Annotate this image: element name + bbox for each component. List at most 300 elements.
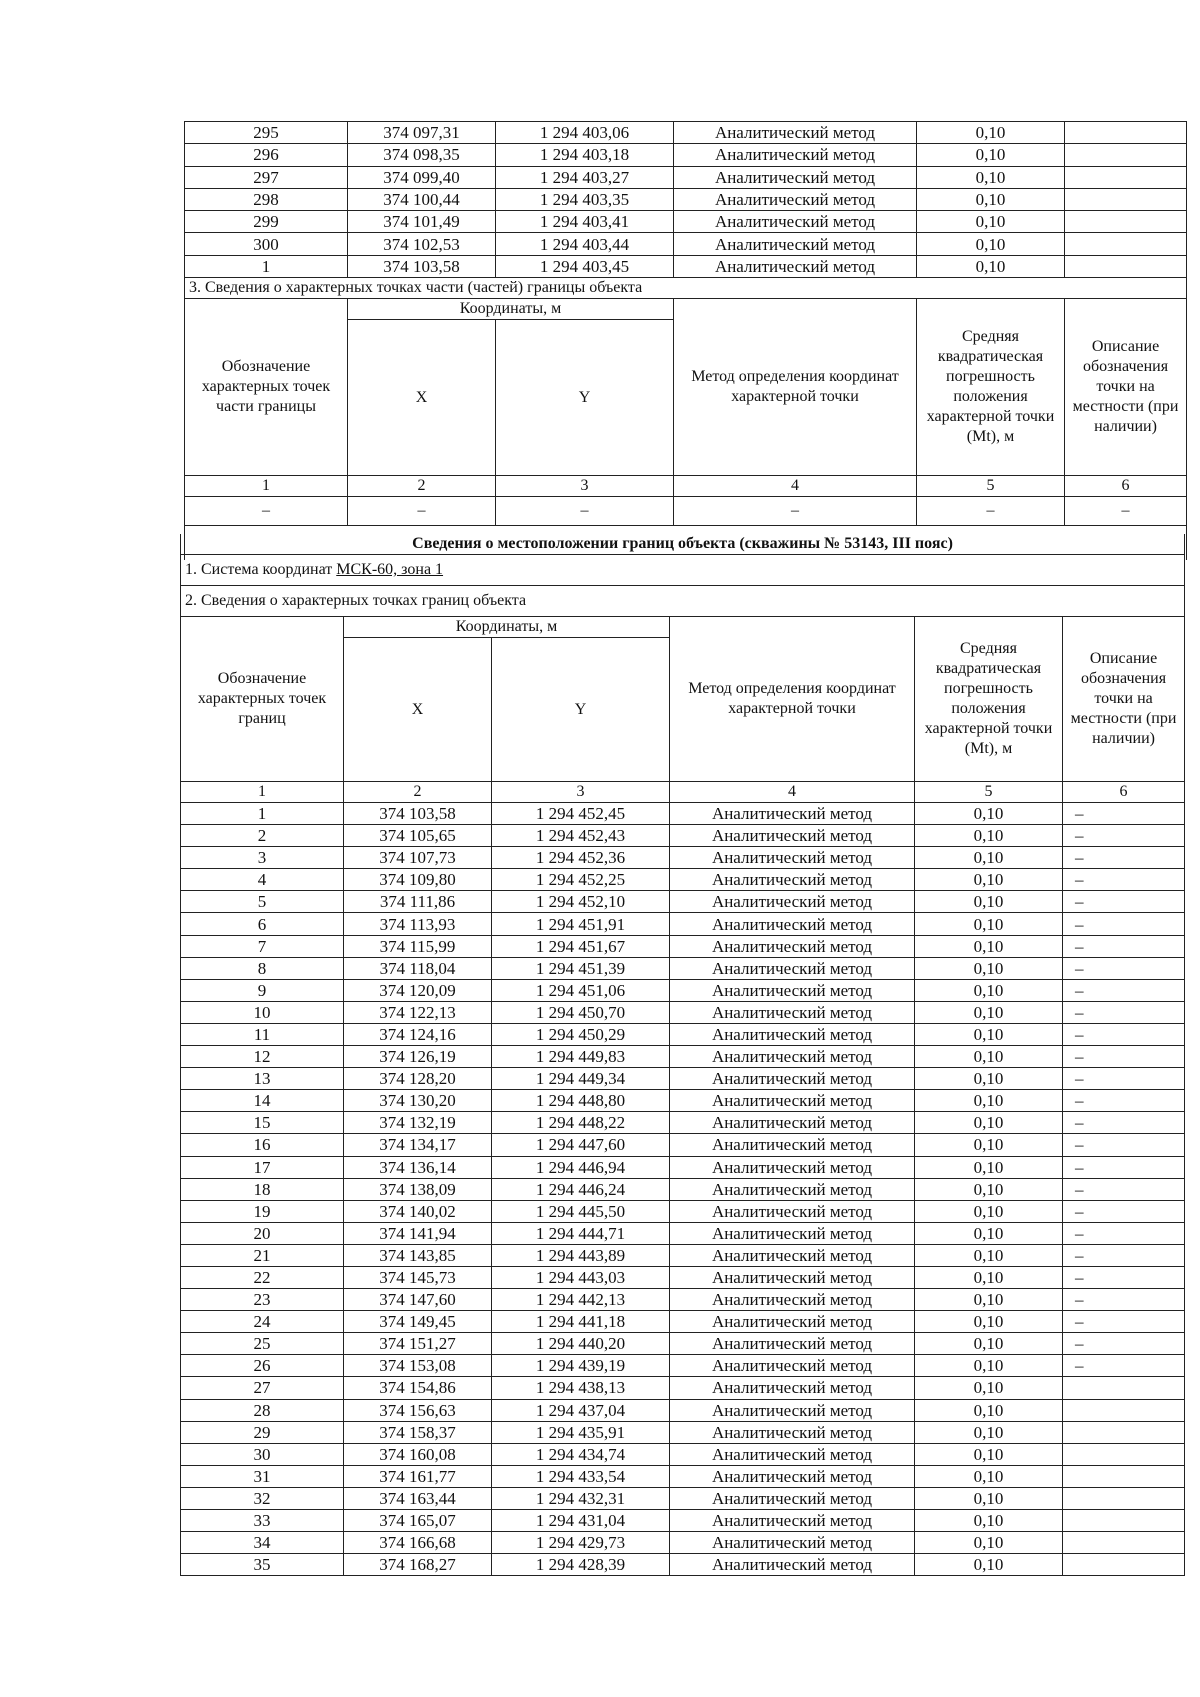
coord-x-cell: 2 [344, 782, 492, 803]
coord-x-cell: 374 099,40 [348, 166, 496, 188]
description-cell [1063, 1554, 1185, 1576]
description-cell: – [1063, 1112, 1185, 1134]
method-cell: Аналитический метод [670, 1554, 915, 1576]
method-cell: Аналитический метод [670, 1046, 915, 1068]
description-cell: – [1063, 1134, 1185, 1156]
point-number-cell: 20 [181, 1222, 344, 1244]
description-cell [1063, 1421, 1185, 1443]
coord-y-cell: 1 294 452,10 [492, 891, 670, 913]
description-cell: – [1063, 1244, 1185, 1266]
coord-x-cell: 374 136,14 [344, 1156, 492, 1178]
method-cell: 4 [670, 782, 915, 803]
coord-x-cell: 374 130,20 [344, 1090, 492, 1112]
method-cell: Аналитический метод [674, 188, 917, 210]
error-cell: 0,10 [915, 1532, 1063, 1554]
table-row [181, 1532, 1185, 1554]
method-cell: Аналитический метод [670, 979, 915, 1001]
table-row [181, 1399, 1185, 1421]
error-cell: 0,10 [915, 1377, 1063, 1399]
section2-title: 2. Сведения о характерных точках границ объекта [181, 586, 1185, 617]
error-cell: 0,10 [917, 211, 1065, 233]
coord-x-cell: 374 140,02 [344, 1200, 492, 1222]
error-cell: 0,10 [915, 1355, 1063, 1377]
point-number-cell: 2 [181, 825, 344, 847]
description-cell: – [1063, 1156, 1185, 1178]
description-cell: – [1063, 1200, 1185, 1222]
coord-x-cell: 374 156,63 [344, 1399, 492, 1421]
description-cell [1065, 255, 1187, 277]
coord-x-cell: 374 120,09 [344, 979, 492, 1001]
table-row [181, 1355, 1185, 1377]
table-row [181, 1510, 1185, 1532]
error-cell: 0,10 [917, 255, 1065, 277]
table-row [181, 913, 1185, 935]
point-number-cell: 23 [181, 1289, 344, 1311]
table-row [181, 1421, 1185, 1443]
method-cell: Аналитический метод [670, 1532, 915, 1554]
description-cell: – [1063, 1333, 1185, 1355]
description-cell [1065, 188, 1187, 210]
description-cell [1063, 1532, 1185, 1554]
description-cell: – [1063, 1178, 1185, 1200]
coord-x-cell: 374 100,44 [348, 188, 496, 210]
table-row [181, 1487, 1185, 1509]
error-cell: 0,10 [915, 1200, 1063, 1222]
description-cell: – [1063, 1023, 1185, 1045]
table-row [181, 869, 1185, 891]
error-cell: 0,10 [915, 1134, 1063, 1156]
table-row [181, 891, 1185, 913]
error-cell: 0,10 [915, 1554, 1063, 1576]
table-row [181, 1222, 1185, 1244]
method-cell: Аналитический метод [670, 1244, 915, 1266]
description-cell: – [1063, 1355, 1185, 1377]
point-number-cell: 299 [185, 211, 348, 233]
coord-x-cell: 374 097,31 [348, 122, 496, 144]
description-cell: – [1063, 1068, 1185, 1090]
point-number-cell: 31 [181, 1465, 344, 1487]
error-cell: 0,10 [915, 1487, 1063, 1509]
method-cell: Аналитический метод [670, 1311, 915, 1333]
method-cell: Аналитический метод [670, 1333, 915, 1355]
table-row [181, 979, 1185, 1001]
point-number-cell: 298 [185, 188, 348, 210]
point-number-cell: 28 [181, 1399, 344, 1421]
coord-y-cell: 1 294 403,45 [496, 255, 674, 277]
coord-x-cell: 374 115,99 [344, 935, 492, 957]
coord-y-cell: 1 294 452,25 [492, 869, 670, 891]
coord-y-cell: 1 294 403,18 [496, 144, 674, 166]
point-number-cell: 18 [181, 1178, 344, 1200]
coord-y-cell: 1 294 447,60 [492, 1134, 670, 1156]
point-number-cell: 5 [181, 891, 344, 913]
error-cell: 0,10 [915, 847, 1063, 869]
coord-y-cell: 1 294 451,91 [492, 913, 670, 935]
coord-y-cell: 1 294 441,18 [492, 1311, 670, 1333]
description-cell: – [1063, 1222, 1185, 1244]
table-row [181, 1377, 1185, 1399]
coord-x-cell: 374 143,85 [344, 1244, 492, 1266]
table-row [181, 803, 1185, 825]
description-cell [1065, 211, 1187, 233]
coord-y-cell: 1 294 429,73 [492, 1532, 670, 1554]
description-cell [1065, 166, 1187, 188]
coord-y-cell: 1 294 403,27 [496, 166, 674, 188]
coord-x-cell: 374 158,37 [344, 1421, 492, 1443]
header-method: Метод определения координат характерной точки [674, 299, 917, 476]
description-cell: – [1063, 1289, 1185, 1311]
method-cell: 4 [674, 476, 917, 497]
point-number-cell: 3 [181, 847, 344, 869]
method-cell: Аналитический метод [670, 1222, 915, 1244]
point-number-cell: 15 [181, 1112, 344, 1134]
error-cell: 0,10 [917, 188, 1065, 210]
point-number-cell: 32 [181, 1487, 344, 1509]
coord-x-cell: 374 128,20 [344, 1068, 492, 1090]
coord-x-cell: 374 122,13 [344, 1001, 492, 1023]
coord-y-cell: 1 294 445,50 [492, 1200, 670, 1222]
point-number-cell: 35 [181, 1554, 344, 1576]
header-description: Описание обозначения точки на местности (при наличии) [1065, 299, 1187, 476]
error-cell: 0,10 [915, 1244, 1063, 1266]
description-cell: – [1063, 825, 1185, 847]
coord-x-cell: 374 103,58 [344, 803, 492, 825]
error-cell: 0,10 [915, 1156, 1063, 1178]
table-row [181, 1333, 1185, 1355]
coord-x-cell: 374 160,08 [344, 1443, 492, 1465]
coord-y-cell: 1 294 403,06 [496, 122, 674, 144]
point-number-cell: 34 [181, 1532, 344, 1554]
header-x: X [348, 320, 496, 476]
coord-x-cell: 374 149,45 [344, 1311, 492, 1333]
column-numbers-row [181, 782, 1185, 803]
point-number-cell: 22 [181, 1266, 344, 1288]
error-cell: 0,10 [915, 1046, 1063, 1068]
point-number-cell: 296 [185, 144, 348, 166]
coord-y-cell: 1 294 437,04 [492, 1399, 670, 1421]
coord-x-cell: 374 105,65 [344, 825, 492, 847]
point-number-cell: 29 [181, 1421, 344, 1443]
error-cell: 0,10 [915, 1465, 1063, 1487]
coordinate-system-value: МСК-60, зона 1 [336, 561, 444, 578]
error-cell: 0,10 [915, 979, 1063, 1001]
coord-x-cell: 374 161,77 [344, 1465, 492, 1487]
table-row [181, 1289, 1185, 1311]
point-number-cell: 8 [181, 957, 344, 979]
point-number-cell: 297 [185, 166, 348, 188]
method-cell: Аналитический метод [670, 1465, 915, 1487]
coord-x-cell: 374 109,80 [344, 869, 492, 891]
section3-title: 3. Сведения о характерных точках части (частей) границы объекта [185, 278, 1187, 299]
coord-x-cell: 374 101,49 [348, 211, 496, 233]
error-cell: 0,10 [915, 825, 1063, 847]
table-row [181, 1200, 1185, 1222]
error-cell: 0,10 [915, 1289, 1063, 1311]
point-number-cell: – [185, 497, 348, 526]
method-cell: Аналитический метод [670, 1001, 915, 1023]
error-cell: 0,10 [915, 1178, 1063, 1200]
point-number-cell: 14 [181, 1090, 344, 1112]
error-cell: 0,10 [915, 1311, 1063, 1333]
coord-y-cell: 1 294 452,45 [492, 803, 670, 825]
description-cell: – [1063, 1266, 1185, 1288]
table-row [181, 1443, 1185, 1465]
description-cell: – [1063, 869, 1185, 891]
error-cell: 0,10 [915, 1023, 1063, 1045]
table-row [181, 1090, 1185, 1112]
error-cell: 0,10 [915, 1068, 1063, 1090]
table-row [181, 1311, 1185, 1333]
method-cell: Аналитический метод [670, 1443, 915, 1465]
method-cell: Аналитический метод [670, 957, 915, 979]
description-cell [1063, 1377, 1185, 1399]
coord-x-cell: 374 113,93 [344, 913, 492, 935]
points-table-continuation [184, 121, 1187, 278]
method-cell: Аналитический метод [670, 1266, 915, 1288]
description-cell: – [1063, 891, 1185, 913]
method-cell: Аналитический метод [670, 1355, 915, 1377]
table-row [181, 1554, 1185, 1576]
table-row [181, 1023, 1185, 1045]
error-cell: 0,10 [915, 1090, 1063, 1112]
coord-y-cell: 1 294 432,31 [492, 1487, 670, 1509]
error-cell: 0,10 [915, 957, 1063, 979]
coord-y-cell: 1 294 440,20 [492, 1333, 670, 1355]
description-cell [1063, 1443, 1185, 1465]
point-number-cell: 10 [181, 1001, 344, 1023]
error-cell: 0,10 [915, 1421, 1063, 1443]
coord-y-cell: 1 294 450,29 [492, 1023, 670, 1045]
description-cell: – [1063, 957, 1185, 979]
coord-x-cell: 374 154,86 [344, 1377, 492, 1399]
method-cell: Аналитический метод [670, 1510, 915, 1532]
header-y: Y [496, 320, 674, 476]
method-cell: Аналитический метод [670, 1156, 915, 1178]
table-row [181, 1156, 1185, 1178]
coord-x-cell: 374 147,60 [344, 1289, 492, 1311]
error-cell: 5 [917, 476, 1065, 497]
method-cell: Аналитический метод [674, 144, 917, 166]
coord-y-cell: 1 294 438,13 [492, 1377, 670, 1399]
coord-y-cell: 1 294 449,83 [492, 1046, 670, 1068]
table-row [185, 233, 1187, 255]
header-error: Средняя квадратическая погрешность положения характерной точки (Мt), м [917, 299, 1065, 476]
point-number-cell: 7 [181, 935, 344, 957]
coord-x-cell: 374 141,94 [344, 1222, 492, 1244]
coord-x-cell: – [348, 497, 496, 526]
coord-y-cell: 1 294 446,24 [492, 1178, 670, 1200]
description-cell: – [1063, 803, 1185, 825]
table-row [185, 255, 1187, 277]
table-row [185, 144, 1187, 166]
coord-x-cell: 374 168,27 [344, 1554, 492, 1576]
coord-x-cell: 374 134,17 [344, 1134, 492, 1156]
header-method: Метод определения координат характерной точки [670, 617, 915, 782]
point-number-cell: 1 [185, 255, 348, 277]
coord-y-cell: 3 [492, 782, 670, 803]
point-number-cell: 21 [181, 1244, 344, 1266]
description-cell [1065, 122, 1187, 144]
point-number-cell: 30 [181, 1443, 344, 1465]
coord-y-cell: 1 294 451,39 [492, 957, 670, 979]
coord-x-cell: 374 151,27 [344, 1333, 492, 1355]
point-number-cell: 1 [181, 803, 344, 825]
header-description: Описание обозначения точки на местности (при наличии) [1063, 617, 1185, 782]
table-row [181, 1112, 1185, 1134]
coord-y-cell: 1 294 448,80 [492, 1090, 670, 1112]
table-row [181, 1244, 1185, 1266]
table-row [181, 935, 1185, 957]
coord-y-cell: 1 294 452,36 [492, 847, 670, 869]
method-cell: Аналитический метод [670, 1178, 915, 1200]
error-cell: 0,10 [915, 1266, 1063, 1288]
point-number-cell: 9 [181, 979, 344, 1001]
point-number-cell: 1 [185, 476, 348, 497]
method-cell: Аналитический метод [674, 255, 917, 277]
coord-y-cell: 1 294 442,13 [492, 1289, 670, 1311]
table-row [181, 1001, 1185, 1023]
method-cell: Аналитический метод [670, 803, 915, 825]
description-cell: – [1063, 913, 1185, 935]
table-row [181, 847, 1185, 869]
method-cell: Аналитический метод [674, 233, 917, 255]
description-cell: – [1063, 935, 1185, 957]
description-cell: 6 [1065, 476, 1187, 497]
coord-x-cell: 374 124,16 [344, 1023, 492, 1045]
method-cell: Аналитический метод [670, 935, 915, 957]
error-cell: 0,10 [915, 891, 1063, 913]
point-number-cell: 6 [181, 913, 344, 935]
description-cell: – [1063, 979, 1185, 1001]
error-cell: 0,10 [915, 1001, 1063, 1023]
table-row [185, 166, 1187, 188]
table-row [185, 188, 1187, 210]
description-cell: – [1063, 1046, 1185, 1068]
coord-x-cell: 374 107,73 [344, 847, 492, 869]
column-numbers-row [185, 476, 1187, 497]
error-cell: 5 [915, 782, 1063, 803]
point-number-cell: 25 [181, 1333, 344, 1355]
point-number-cell: 33 [181, 1510, 344, 1532]
point-number-cell: 295 [185, 122, 348, 144]
method-cell: Аналитический метод [674, 166, 917, 188]
error-cell: 0,10 [915, 869, 1063, 891]
coord-y-cell: 1 294 431,04 [492, 1510, 670, 1532]
coord-y-cell: 1 294 435,91 [492, 1421, 670, 1443]
point-number-cell: 16 [181, 1134, 344, 1156]
coord-y-cell: 3 [496, 476, 674, 497]
coord-x-cell: 374 102,53 [348, 233, 496, 255]
point-number-cell: 300 [185, 233, 348, 255]
coord-y-cell: 1 294 403,44 [496, 233, 674, 255]
coord-y-cell: 1 294 449,34 [492, 1068, 670, 1090]
header-x: X [344, 638, 492, 782]
error-cell: 0,10 [915, 1399, 1063, 1421]
method-cell: Аналитический метод [670, 1487, 915, 1509]
table-row [181, 1068, 1185, 1090]
table-row [181, 1134, 1185, 1156]
method-cell: Аналитический метод [674, 122, 917, 144]
method-cell: Аналитический метод [670, 1023, 915, 1045]
table-row [181, 825, 1185, 847]
method-cell: Аналитический метод [670, 1090, 915, 1112]
point-number-cell: 19 [181, 1200, 344, 1222]
description-cell [1065, 144, 1187, 166]
coord-x-cell: 374 165,07 [344, 1510, 492, 1532]
method-cell: Аналитический метод [670, 891, 915, 913]
method-cell: Аналитический метод [670, 1068, 915, 1090]
object2-title: Сведения о местоположении границ объекта (скважины № 53143, III пояс) [181, 534, 1185, 555]
coord-y-cell: 1 294 434,74 [492, 1443, 670, 1465]
method-cell: Аналитический метод [670, 825, 915, 847]
coord-y-cell: 1 294 403,35 [496, 188, 674, 210]
description-cell [1063, 1487, 1185, 1509]
coord-y-cell: 1 294 443,03 [492, 1266, 670, 1288]
coord-y-cell: 1 294 403,41 [496, 211, 674, 233]
method-cell: Аналитический метод [670, 1112, 915, 1134]
coordinate-system-label: 1. Система координат [185, 561, 337, 578]
point-number-cell: 11 [181, 1023, 344, 1045]
coord-y-cell: 1 294 433,54 [492, 1465, 670, 1487]
table-row [181, 1465, 1185, 1487]
method-cell: Аналитический метод [670, 1134, 915, 1156]
object2-points-table [180, 534, 1185, 1576]
description-cell [1063, 1399, 1185, 1421]
description-cell: – [1065, 497, 1187, 526]
coord-y-cell: 1 294 451,06 [492, 979, 670, 1001]
method-cell: Аналитический метод [674, 211, 917, 233]
coord-x-cell: 2 [348, 476, 496, 497]
error-cell: – [917, 497, 1065, 526]
error-cell: 0,10 [915, 1333, 1063, 1355]
coord-y-cell: 1 294 443,89 [492, 1244, 670, 1266]
coord-y-cell: 1 294 452,43 [492, 825, 670, 847]
point-number-cell: 1 [181, 782, 344, 803]
point-number-cell: 12 [181, 1046, 344, 1068]
header-coordinates: Координаты, м [348, 299, 674, 320]
error-cell: 0,10 [915, 1510, 1063, 1532]
coord-x-cell: 374 145,73 [344, 1266, 492, 1288]
coord-x-cell: 374 103,58 [348, 255, 496, 277]
error-cell: 0,10 [915, 913, 1063, 935]
error-cell: 0,10 [917, 122, 1065, 144]
description-cell: – [1063, 1311, 1185, 1333]
coord-x-cell: 374 153,08 [344, 1355, 492, 1377]
method-cell: – [674, 497, 917, 526]
table-row [181, 1178, 1185, 1200]
method-cell: Аналитический метод [670, 869, 915, 891]
coord-x-cell: 374 111,86 [344, 891, 492, 913]
coord-x-cell: 374 166,68 [344, 1532, 492, 1554]
point-number-cell: 27 [181, 1377, 344, 1399]
point-number-cell: 13 [181, 1068, 344, 1090]
method-cell: Аналитический метод [670, 913, 915, 935]
method-cell: Аналитический метод [670, 1200, 915, 1222]
coord-y-cell: 1 294 451,67 [492, 935, 670, 957]
part-points-table [184, 277, 1187, 560]
description-cell [1065, 233, 1187, 255]
coord-x-cell: 374 132,19 [344, 1112, 492, 1134]
error-cell: 0,10 [917, 166, 1065, 188]
coord-y-cell: – [496, 497, 674, 526]
header-designation: Обозначение характерных точек части границы [185, 299, 348, 476]
method-cell: Аналитический метод [670, 1377, 915, 1399]
description-cell: – [1063, 847, 1185, 869]
error-cell: 0,10 [917, 233, 1065, 255]
table-row [181, 1046, 1185, 1068]
method-cell: Аналитический метод [670, 1289, 915, 1311]
table-row [185, 211, 1187, 233]
